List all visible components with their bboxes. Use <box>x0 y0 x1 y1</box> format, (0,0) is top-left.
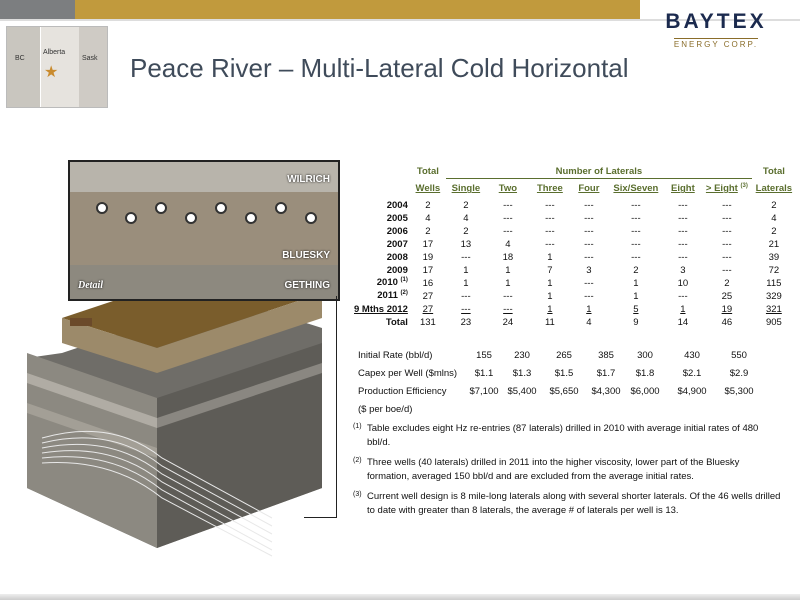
map-label-alberta: Alberta <box>43 49 66 56</box>
metric-value: $7,100 <box>469 385 499 397</box>
footnote-1: (1) Table excludes eight Hz re-entries (87 laterals) drilled in 2010 with average initial rates of 480 bbl/d. <box>353 423 759 448</box>
row-cell: --- <box>722 238 732 250</box>
map-label-bc: BC <box>15 55 25 62</box>
detail-label: Detail <box>78 280 103 291</box>
metric-label: Capex per Well ($mlns) <box>358 367 458 379</box>
row-cell: --- <box>545 212 555 224</box>
row-cell: --- <box>545 238 555 250</box>
row-cell: 4 <box>505 238 511 250</box>
row-cell: 2 <box>633 264 639 276</box>
row-cell: --- <box>461 290 471 302</box>
metrics-table <box>356 346 758 418</box>
row-cell: 3 <box>586 264 592 276</box>
row-total-laterals: 4 <box>771 212 777 224</box>
row-cell: 1 <box>586 303 592 315</box>
row-wells: 2 <box>425 225 431 237</box>
row-cell: --- <box>631 251 641 263</box>
row-total-laterals: 905 <box>765 316 782 328</box>
row-cell: 1 <box>633 277 639 289</box>
metric-value: 385 <box>598 349 614 361</box>
logo-brand: BAYTEX <box>665 10 767 33</box>
row-cell: --- <box>503 290 513 302</box>
table-row <box>352 290 796 303</box>
metric-value: $2.9 <box>729 367 749 379</box>
footnote-3: (3) Current well design is 8 mile-long laterals along with several shorter laterals. Of the 46 wells drilled to date with greater than 8 laterals, the average # of laterals per well is 13. <box>353 491 781 516</box>
metric-value: 155 <box>476 349 492 361</box>
metric-value: $5,300 <box>724 385 754 397</box>
table-row <box>352 277 796 290</box>
row-cell: 2 <box>463 199 469 211</box>
row-cell: 23 <box>460 316 472 328</box>
metric-value: 230 <box>514 349 530 361</box>
metric-value: $4,300 <box>591 385 621 397</box>
row-cell: --- <box>503 303 513 315</box>
row-cell: --- <box>503 212 513 224</box>
metric-value <box>626 400 664 418</box>
wellbore-icon <box>96 202 108 214</box>
metric-value: $5,650 <box>549 385 579 397</box>
metric-value <box>720 400 758 418</box>
row-cell: --- <box>584 238 594 250</box>
metric-value: 265 <box>556 349 572 361</box>
row-cell: 1 <box>463 264 469 276</box>
metric-value: $6,000 <box>630 385 660 397</box>
row-cell: --- <box>678 238 688 250</box>
table-row <box>352 199 796 212</box>
metric-value: $1.7 <box>596 367 616 379</box>
table-row <box>352 303 796 316</box>
row-cell: --- <box>678 251 688 263</box>
metric-label: Initial Rate (bbl/d) <box>358 349 433 361</box>
header-six-seven: Six/Seven <box>613 183 659 195</box>
row-total-laterals: 2 <box>771 199 777 211</box>
formation-label-wilrich: WILRICH <box>287 174 330 185</box>
metrics-row <box>356 382 758 400</box>
header-two: Two <box>498 183 518 195</box>
table-row <box>352 225 796 238</box>
metric-value: $1.8 <box>635 367 655 379</box>
row-cell: --- <box>722 199 732 211</box>
row-total-laterals: 115 <box>766 277 782 289</box>
row-cell: --- <box>722 251 732 263</box>
page-title: Peace River – Multi-Lateral Cold Horizontal <box>130 53 629 83</box>
row-cell: --- <box>545 225 555 237</box>
metrics-row <box>356 400 758 418</box>
row-cell: --- <box>461 251 471 263</box>
row-cell: 11 <box>544 316 555 328</box>
bottom-bar <box>0 594 800 600</box>
row-total-laterals: 2 <box>771 225 777 237</box>
callout-line <box>304 517 336 518</box>
wellbore-icon <box>155 202 167 214</box>
row-cell: 2 <box>463 225 469 237</box>
formation-label-gething: GETHING <box>284 280 330 291</box>
header-four: Four <box>578 183 600 195</box>
row-cell: 1 <box>547 290 553 302</box>
metric-value: $1.3 <box>512 367 532 379</box>
row-cell: --- <box>678 225 688 237</box>
row-cell: 5 <box>633 303 639 315</box>
row-cell: --- <box>631 238 641 250</box>
wellbore-icon <box>245 212 257 224</box>
row-total-laterals: 72 <box>768 264 780 276</box>
row-cell: 24 <box>502 316 514 328</box>
row-cell: 14 <box>677 316 689 328</box>
row-cell: --- <box>678 212 688 224</box>
row-cell: 46 <box>721 316 733 328</box>
wellbore-icon <box>305 212 317 224</box>
metric-value: $1.1 <box>474 367 494 379</box>
company-logo <box>646 10 786 60</box>
row-total-laterals: 39 <box>768 251 780 263</box>
row-cell: 4 <box>463 212 469 224</box>
row-cell: 1 <box>633 290 639 302</box>
wellbore-icon <box>215 202 227 214</box>
table-row <box>352 251 796 264</box>
metric-label: ($ per boe/d) <box>358 403 413 415</box>
footnote-2: (2) Three wells (40 laterals) drilled in 2011 into the higher viscosity, lower part of the Bluesky formation, averaged 150 bbl/d and are excluded from the average initial rates. <box>353 457 740 482</box>
row-year: 2009 <box>386 264 408 276</box>
header-eight-plus: > Eight <box>705 183 738 195</box>
formation-label-bluesky: BLUESKY <box>282 250 330 261</box>
row-year: 2011 $^{(2)}$ <box>377 290 408 302</box>
row-cell: 1 <box>547 277 553 289</box>
row-wells: 27 <box>422 303 434 315</box>
location-star-icon: ★ <box>44 64 59 81</box>
table-row <box>352 316 796 329</box>
row-cell: 1 <box>547 251 553 263</box>
row-cell: --- <box>584 199 594 211</box>
row-cell: --- <box>678 290 688 302</box>
row-year: 2008 <box>386 251 408 263</box>
row-cell: 9 <box>633 316 639 328</box>
header-laterals: Laterals <box>755 183 793 194</box>
header-three: Three <box>536 183 563 195</box>
table-row <box>352 238 796 251</box>
row-year: 2007 <box>386 238 408 250</box>
row-cell: --- <box>722 212 732 224</box>
row-cell: 1 <box>463 277 469 289</box>
header-wells: Wells <box>415 183 441 194</box>
row-cell: 19 <box>721 303 733 315</box>
row-year: 2004 <box>386 199 408 211</box>
wellbore-icon <box>275 202 287 214</box>
row-cell: --- <box>584 277 594 289</box>
top-accent-bar <box>0 0 640 19</box>
metric-value: $2.1 <box>682 367 702 379</box>
row-total-laterals: 21 <box>768 238 780 250</box>
row-cell: --- <box>503 199 513 211</box>
row-cell: 1 <box>547 303 553 315</box>
row-cell: 10 <box>677 277 689 289</box>
row-wells: 27 <box>422 290 434 302</box>
header-eight: Eight <box>671 183 695 195</box>
row-wells: 4 <box>425 212 431 224</box>
callout-line <box>336 296 337 518</box>
row-cell: 4 <box>586 316 592 328</box>
metric-value <box>542 400 586 418</box>
top-grey-bar <box>0 0 75 19</box>
header-number-of-laterals: Number of Laterals <box>446 165 752 179</box>
metric-value <box>466 400 502 418</box>
row-cell: --- <box>631 199 641 211</box>
metric-value <box>586 400 626 418</box>
row-wells: 17 <box>422 238 434 250</box>
row-cell: 25 <box>721 290 733 302</box>
row-cell: 1 <box>680 303 686 315</box>
row-cell: 7 <box>547 264 553 276</box>
row-cell: --- <box>631 212 641 224</box>
row-cell: 13 <box>460 238 472 250</box>
row-wells: 17 <box>422 264 434 276</box>
row-year: 2010 $^{(1)}$ <box>376 277 408 289</box>
row-cell: --- <box>722 264 732 276</box>
row-cell: --- <box>584 225 594 237</box>
row-cell: --- <box>631 225 641 237</box>
row-wells: 16 <box>422 277 434 289</box>
row-cell: --- <box>722 225 732 237</box>
metric-value: 550 <box>731 349 747 361</box>
detail-cross-section <box>68 160 340 301</box>
header-eight-plus-footnote: (3) <box>740 183 748 190</box>
wellbore-icon <box>185 212 197 224</box>
metric-label: Production Efficiency <box>358 385 447 397</box>
row-cell: --- <box>584 290 594 302</box>
row-cell: 2 <box>724 277 730 289</box>
row-cell: 1 <box>505 264 511 276</box>
row-cell: --- <box>584 212 594 224</box>
metrics-row <box>356 364 758 382</box>
header-total-laterals-top: Total <box>762 166 785 178</box>
row-cell: --- <box>584 251 594 263</box>
header-total-wells-top: Total <box>416 166 439 178</box>
metric-value: 300 <box>637 349 653 361</box>
row-total-laterals: 329 <box>765 290 782 302</box>
row-wells: 2 <box>425 199 431 211</box>
map-label-sask: Sask <box>82 55 98 62</box>
row-wells: 19 <box>422 251 434 263</box>
metric-value: $5,400 <box>507 385 537 397</box>
row-wells: 131 <box>419 316 436 328</box>
row-year: 9 Mths 2012 <box>354 303 408 315</box>
metric-value <box>664 400 720 418</box>
row-cell: --- <box>461 303 471 315</box>
metric-value: $1.5 <box>554 367 574 379</box>
row-year: 2006 <box>386 225 408 237</box>
header-single: Single <box>451 183 481 195</box>
metrics-row <box>356 346 758 364</box>
row-cell: --- <box>503 225 513 237</box>
metric-value <box>502 400 542 418</box>
row-cell: --- <box>545 199 555 211</box>
row-year: Total <box>385 316 408 328</box>
row-cell: 18 <box>502 251 514 263</box>
location-map <box>6 26 108 108</box>
metric-value: $4,900 <box>677 385 707 397</box>
row-cell: --- <box>678 199 688 211</box>
wellbore-icon <box>125 212 137 224</box>
laterals-table <box>352 165 796 329</box>
footnotes <box>353 422 783 524</box>
row-year: 2005 <box>386 212 408 224</box>
metric-value: 430 <box>684 349 700 361</box>
row-total-laterals: 321 <box>765 303 782 315</box>
row-cell: 1 <box>505 277 511 289</box>
table-row <box>352 264 796 277</box>
logo-subtitle: ENERGY CORP. <box>673 40 759 49</box>
row-cell: 3 <box>680 264 686 276</box>
table-row <box>352 212 796 225</box>
